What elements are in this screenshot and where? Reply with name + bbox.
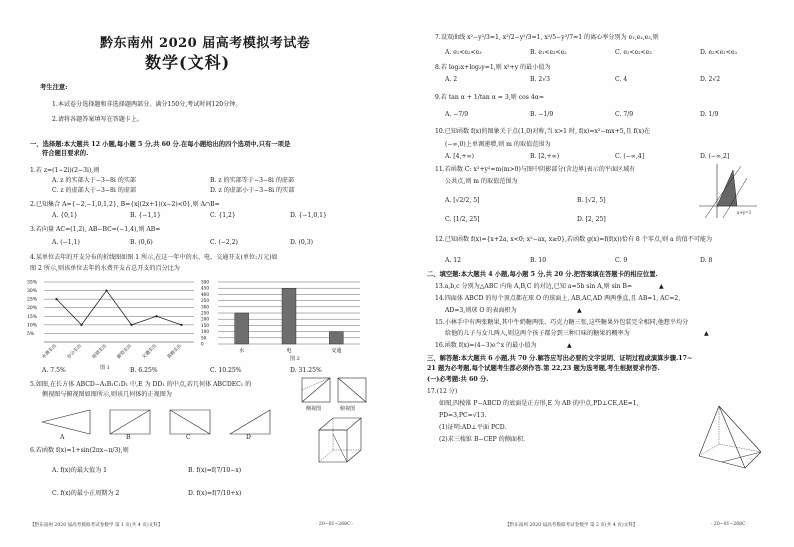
chart-2-bar xyxy=(235,313,249,344)
top-view-label: 俯视图 xyxy=(340,406,356,412)
q11-option-d: D. [2, 25] xyxy=(577,216,606,223)
required-section: (一)必考题:共 60 分. xyxy=(427,376,489,383)
q7-option-a: A. e₁<e₂<e₃ xyxy=(445,49,482,56)
chart-2-ytick: 150 xyxy=(201,322,209,328)
q6-option-c: C. f(x)的最小正周期为 2 xyxy=(52,490,120,497)
chart-1-ytick: 25% xyxy=(27,297,38,303)
q9-option-b: B. −1/9 xyxy=(530,111,554,118)
q4-option-a: A. 7.5% xyxy=(42,367,66,374)
question-17-head: 17.(12 分) xyxy=(427,388,458,395)
chart-2-xlabel: 水 xyxy=(239,348,245,354)
chart-1-point xyxy=(105,289,107,291)
question-4-line2: 图 2 所示,则该单位去年的水费开支占总开支的百分比为 xyxy=(30,265,180,272)
chart-1-xlabel: 薪资支出 xyxy=(116,343,133,361)
chart-2-ytick: 250 xyxy=(201,310,209,316)
chart-1-ytick: 5% xyxy=(27,331,35,337)
chart-1-point xyxy=(55,298,57,300)
q5-option-c: C xyxy=(186,434,191,441)
notice-2: 2.请将各题答案填写在答题卡上。 xyxy=(52,116,144,123)
chart-1-xlabel: 培训支出 xyxy=(91,343,108,361)
question-10: 10.已知函数 f(x)的图象关于点(1,0)对称,当 x>1 时, f(x)=x²−mx+5,且 f(x)在 xyxy=(435,128,651,135)
question-14: 14.四面体 ABCD 的每个顶点都在球 O 的球面上, AB,AC,AD 两两垂直,且 AB=1, AC=2, xyxy=(435,295,681,302)
exam-title: 黔东南州 2020 届高考模拟考试卷 xyxy=(100,36,311,51)
chart-1-ytick: 30% xyxy=(27,289,38,295)
chart-2-bar xyxy=(329,332,343,344)
question-5: 5.如图,在长方体 ABCD−A₁B₁C₁D₁ 中,E 为 DD₁ 的中点,若几何体 ABCDEC₁ 的 xyxy=(30,381,252,388)
footer-left-info: 【黔东南州 2020 届高考模拟考试卷数学 第 1 页(共 4 页)文科】 xyxy=(30,523,163,528)
q2-option-d: D. {−1,0,1} xyxy=(290,212,327,219)
q4-option-c: C. 10.25% xyxy=(210,367,242,374)
q12-option-b: B. 10 xyxy=(530,257,547,264)
q14-blank: ▲ xyxy=(577,307,582,314)
chart-2-ytick: 50 xyxy=(201,335,207,341)
q10-option-a: A. [4,+∞) xyxy=(445,153,475,160)
question-11-line2: 公共点,则 m 的取值范围为 xyxy=(445,178,518,185)
section3-header-2: 21 题为必考题,每个试题考生都必须作答.第 22,23 题为选考题,考生根据要求作答. xyxy=(427,365,660,372)
question-10-line2: (−∞,0)上单调递增,则 m 的取值范围为 xyxy=(445,141,551,148)
section3-header: 三、解答题:本大题共 6 小题,共 70 分.解答应写出必要的文字说明、证明过程或演算步骤.17~ xyxy=(427,355,693,362)
q1-option-a: A. z 的实部大于−3−8i 的实部 xyxy=(52,177,137,184)
question-9: 9.若 tan α + 1/tan α = 3,则 cos 4α= xyxy=(435,94,544,101)
q6-option-b: B. f(x)=f(7/10−x) xyxy=(188,467,242,474)
question-15: 15.小林手中有两张糖果,其中牛奶糖两张、巧克力糖三张,这些糖果外包装完全相同,他想平均分 xyxy=(435,319,689,326)
question-2: 2.已知集合 A={−2,−1,0,1,2}, B={x|(2x+1)(x−2)<0},则 A∩B= xyxy=(30,201,220,208)
chart-1-point xyxy=(155,315,157,317)
question-17-part1: (1)证明:AD⊥平面 PCD. xyxy=(439,424,507,431)
q11-option-a: A. [√2/2, 5] xyxy=(445,197,480,204)
question-5-line2: 侧视图与俯视图如图所示,则该几何体的正视图为 xyxy=(42,391,172,398)
chart-2-ytick: 200 xyxy=(201,316,209,322)
q3-option-a: A. (−1,1) xyxy=(52,239,80,246)
q8-option-a: A. 2 xyxy=(445,76,458,83)
question-7: 7.设双曲线 x²−y²/3=1, x²/2−y²/3=1, x²/5−y²/7=1 的离心率分别为 e₁,e₂,e₃,则 xyxy=(435,34,659,41)
footer-right-info: 【黔东南州 2020 届高考模拟考试卷数学 第 2 页(共 4 页)文科】 xyxy=(505,523,638,528)
chart-2-ytick: 400 xyxy=(201,291,209,297)
question-4: 4.某单位去年的开支分布的折线图如图 1 所示,在这一年中的水、电、交通开支(单位:万元)如 xyxy=(30,254,278,261)
q10-option-b: B. [2,+∞) xyxy=(530,153,560,160)
q15-blank: ▲ xyxy=(704,330,709,337)
q9-option-d: D. 1/9 xyxy=(700,111,719,118)
chart-2-ytick: 100 xyxy=(201,329,209,335)
section1-header: 一、选择题:本大题共 12 小题,每小题 5 分,共 60 分.在每小题给出的四个选项中,只有一项是 xyxy=(30,141,291,148)
q8-option-b: B. 2√3 xyxy=(530,76,550,83)
chart-2-ytick: 450 xyxy=(201,285,209,291)
q2-option-c: C. {1,2} xyxy=(210,212,236,219)
notice-title: 考生注意: xyxy=(40,84,68,91)
chart-2-utility-bars xyxy=(200,278,380,366)
chart-2-ytick: 0 xyxy=(201,341,204,347)
question-8: 8.若 log₂x+log₂y=1,则 x²+y 的最小值为 xyxy=(435,64,551,71)
q16-blank: ▲ xyxy=(567,342,572,349)
q5-option-d: D xyxy=(246,434,251,441)
chart-2-xlabel: 交通 xyxy=(331,348,342,354)
q13-blank: ▲ xyxy=(659,283,664,290)
q11-line-label: x+y=1 xyxy=(737,210,752,215)
chart-2-ytick: 500 xyxy=(201,279,209,285)
chart-2-xlabel: 电 xyxy=(286,348,292,354)
question-11: 11.若函数 C: x²+y²=m(m>0)与图中阴影部分(含边界)表示的平面区域有 xyxy=(435,166,636,173)
question-15-line2: 给他的儿子与女儿两人,则这两个孩子都分到三种口味的糖果的概率为 xyxy=(445,330,630,337)
question-13: 13.a,b,c 分别为△ABC 内角 A,B,C 的对边,已知 a=5b sin A,则 sin B= xyxy=(435,283,633,290)
chart-1-ytick: 20% xyxy=(27,306,38,312)
chart-1-xlabel: 其他支出 xyxy=(166,343,183,361)
q17-pyramid-figure xyxy=(693,404,767,474)
question-17-line1: 如图,四棱锥 P−ABCD 的底面是正方形,E 为 AB 的中点,PD⊥CE,AE=1, xyxy=(439,400,639,407)
q12-option-a: A. 12 xyxy=(445,257,462,264)
chart-1-caption: 图 1 xyxy=(100,365,110,371)
question-6: 6.若函数 f(x)=1+sin(2πx−π/3),则 xyxy=(30,447,129,454)
footer-left-code: · 20−01−268C · xyxy=(316,522,354,527)
q5-front-view-options xyxy=(40,402,310,444)
question-16: 16.函数 f(x)=(4−3)e^x 的最小值为 xyxy=(435,342,537,349)
q7-option-c: C. e₁<e₂<e₃ xyxy=(615,49,652,56)
q10-option-d: D. (−∞,2] xyxy=(700,153,730,160)
q3-option-b: B. (0,6) xyxy=(130,239,153,246)
q12-option-c: C. 9 xyxy=(615,257,628,264)
chart-2-ytick: 300 xyxy=(201,304,209,310)
q2-option-b: B. {−1,1} xyxy=(130,212,161,219)
q10-option-c: C. (−∞,4] xyxy=(615,153,645,160)
q1-option-d: D. z 的虚部小于−3−8i 的实部 xyxy=(210,187,295,194)
q12-option-d: D. 8 xyxy=(700,257,713,264)
section2-header: 二、填空题:本大题共 4 小题,每小题 5 分,共 20 分.把答案填在答题卡的相应位置. xyxy=(427,271,658,278)
q8-option-c: C. 4 xyxy=(615,76,628,83)
chart-1-point xyxy=(130,324,132,326)
q3-option-d: D. (0,3) xyxy=(290,239,313,246)
chart-2-bar xyxy=(282,288,296,344)
q6-option-d: D. f(x)=f(7/10+x) xyxy=(188,490,242,497)
question-14-line2: AD=3,则球 O 的表面积为 xyxy=(445,307,517,314)
question-1: 1.若 z=(1−2i)(2−3i),则 xyxy=(30,167,100,174)
q1-option-c: C. z 的虚部大于−3−8i 的虚部 xyxy=(52,187,137,194)
question-17-part2: (2)求三棱锥 B−CEP 的侧面积. xyxy=(439,436,525,443)
chart-2-caption: 图 2 xyxy=(290,356,300,362)
chart-1-ytick: 35% xyxy=(27,280,38,286)
question-17-line2: PD=3,PC=√13. xyxy=(439,412,487,419)
section1-header-2: 符合题目要求的. xyxy=(42,150,89,157)
chart-1-point xyxy=(180,324,182,326)
q7-option-b: B. e₁<e₃<e₂ xyxy=(530,49,567,56)
question-12: 12.已知函数 f(x)={x+2a, x<0; x²−ax, x≥0},若函数 g(x)=f(f(x))恰有 8 个零点,则 a 的值不可能为 xyxy=(435,236,713,243)
q7-option-d: D. e₂<e₁<e₃ xyxy=(700,49,737,56)
q4-option-b: B. 6.25% xyxy=(130,367,158,374)
chart-1-xlabel: 办公支出 xyxy=(66,343,83,361)
q9-option-c: C. 7/9 xyxy=(615,111,634,118)
exam-subject: 数学(文科) xyxy=(145,53,231,72)
q2-option-a: A. {0,1} xyxy=(52,212,78,219)
chart-1-ytick: 15% xyxy=(27,314,38,320)
q5-cuboid-figure xyxy=(315,414,367,466)
chart-1-xlabel: 交通支出 xyxy=(141,343,158,361)
q11-option-c: C. [1/2, 25] xyxy=(445,216,480,223)
chart-1-expense-line xyxy=(26,278,198,366)
side-view-label: 侧视图 xyxy=(306,406,322,412)
notice-1: 1.本试卷分选择题和非选择题两部分。满分150分,考试时间120分钟。 xyxy=(52,101,242,108)
footer-right-code: · 20−01−268C · xyxy=(711,522,749,527)
q5-option-a: A xyxy=(60,434,65,441)
chart-1-xlabel: 水费支出 xyxy=(41,343,58,361)
q1-option-b: B. z 的实部等于−3−8i 的虚部 xyxy=(210,177,295,184)
chart-2-ytick: 350 xyxy=(201,298,209,304)
q11-option-b: B. [√2, 5] xyxy=(577,197,606,204)
chart-1-ytick: 10% xyxy=(27,323,38,329)
q8-option-d: D. 2√2 xyxy=(700,76,721,83)
page-right xyxy=(397,0,794,547)
q6-option-a: A. f(x)的最大值为 1 xyxy=(52,467,108,474)
q9-option-a: A. −7/9 xyxy=(445,111,469,118)
chart-1-point xyxy=(80,324,82,326)
q3-option-c: C. (−2,2) xyxy=(210,239,238,246)
question-3: 3.若向量 AC=(1,2), AB−BC=(−1,4),则 AB= xyxy=(30,226,161,233)
q4-option-d: D. 31.25% xyxy=(290,367,322,374)
q5-option-b: B xyxy=(126,434,131,441)
